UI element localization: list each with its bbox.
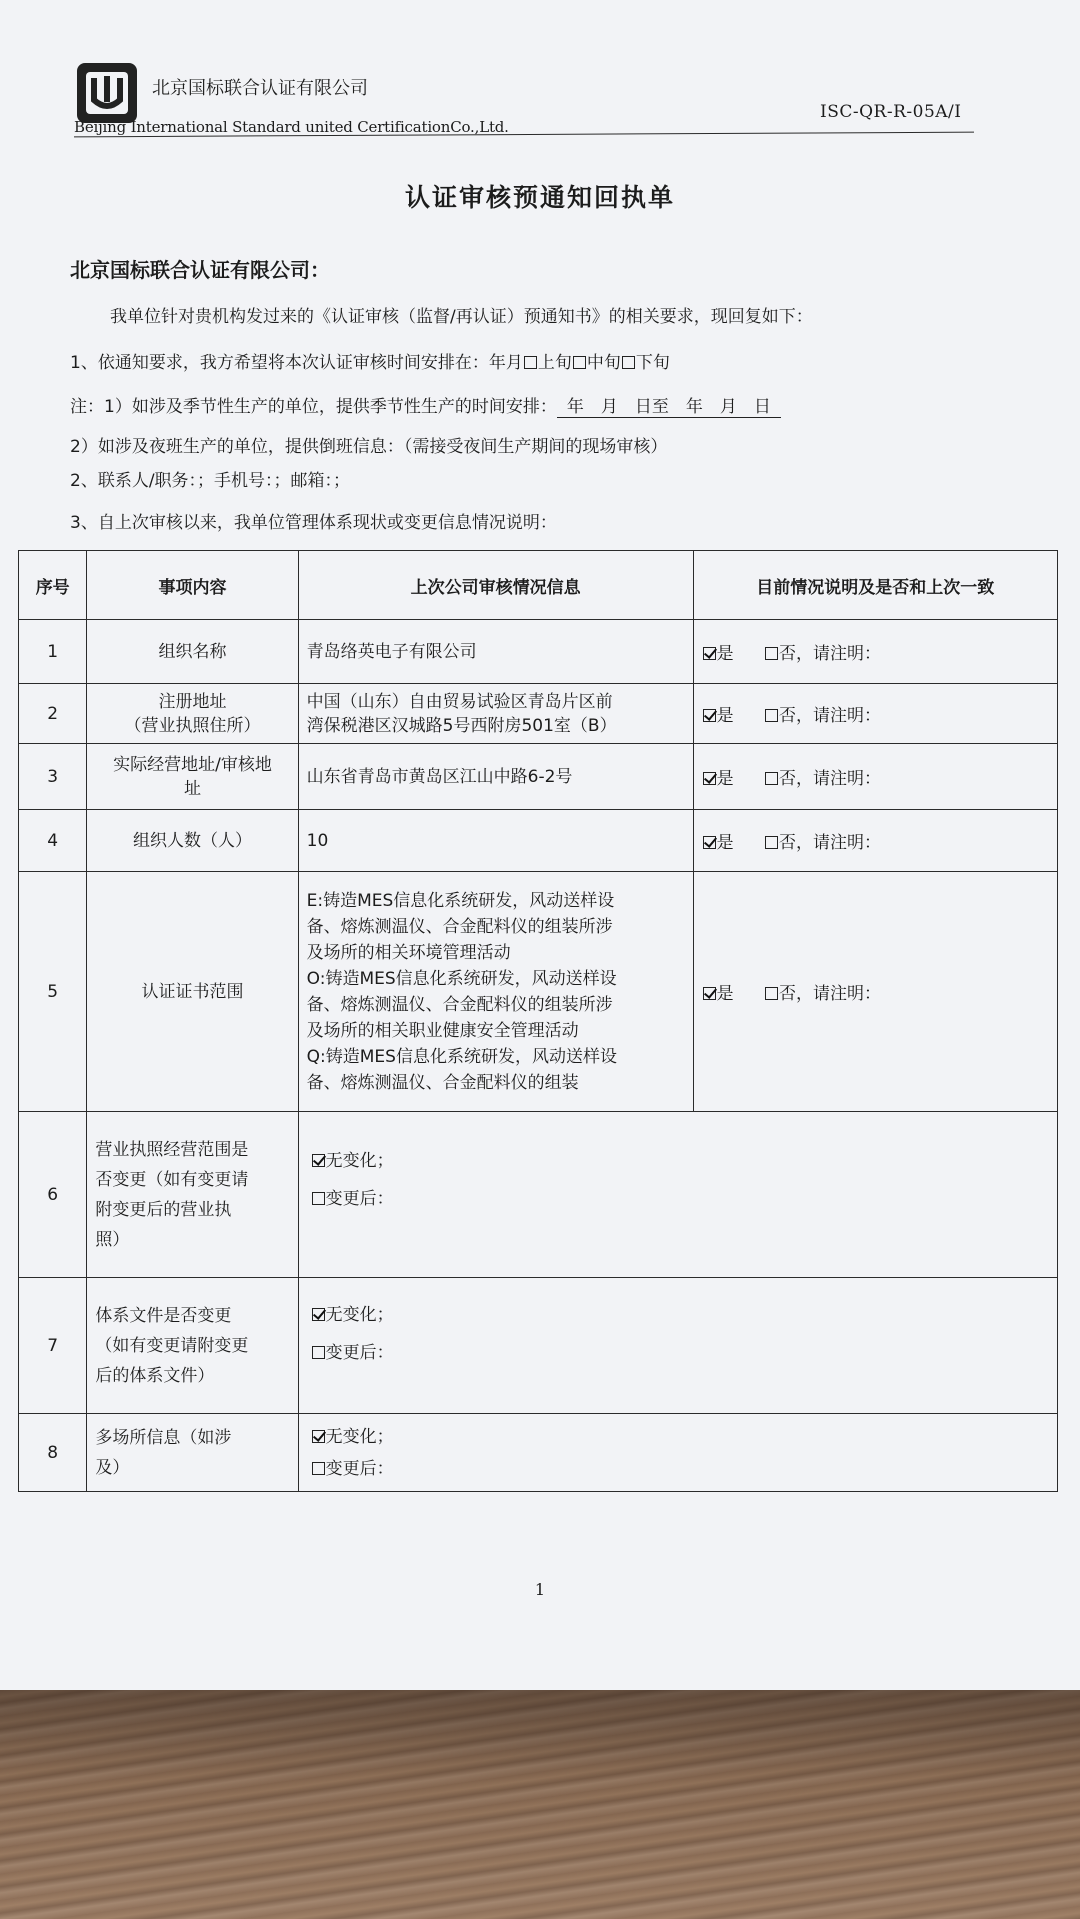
item2-contact: 2、联系人/职务：；手机号：；邮箱：；	[70, 471, 351, 491]
row-change-status	[298, 1112, 1057, 1278]
yes-checkbox[interactable]	[703, 987, 716, 1000]
table-header-row	[19, 551, 1058, 620]
row-number: 7	[19, 1278, 87, 1414]
changed-checkbox[interactable]	[312, 1462, 325, 1475]
row-item: 组织名称	[87, 620, 298, 684]
row-item-line: 实际经营地址/审核地	[113, 754, 272, 775]
no-label: 否，请注明：	[779, 833, 882, 853]
row-item-line: 及）	[95, 1457, 130, 1478]
row-current-status	[693, 620, 1057, 684]
row-previous-info	[298, 872, 693, 1112]
changed-label: 变更后：	[325, 1458, 394, 1479]
desk-shadow	[0, 1690, 1080, 1919]
item1-schedule	[70, 348, 670, 373]
mid-month-checkbox[interactable]	[573, 356, 586, 369]
yes-label: 是	[716, 706, 734, 726]
item3-change-info: 3、自上次审核以来，我单位管理体系现状或变更信息情况说明：	[70, 513, 557, 533]
scope-line: Q:铸造MES信息化系统研发，风动送样设	[306, 1046, 617, 1067]
row-item	[87, 684, 298, 744]
row-item	[87, 1112, 298, 1278]
row-previous-info	[298, 684, 693, 744]
company-name-cn: 北京国标联合认证有限公司	[152, 78, 368, 99]
header-number: 序号	[19, 551, 87, 620]
scope-line: 及场所的相关环境管理活动	[306, 942, 511, 963]
mid-month-label: 中旬	[586, 353, 621, 373]
yes-checkbox[interactable]	[703, 836, 716, 849]
row-item	[87, 744, 298, 810]
row-item-line: 照）	[95, 1229, 130, 1250]
table-row	[19, 684, 1058, 744]
addressee: 北京国标联合认证有限公司：	[70, 258, 330, 282]
row-number: 8	[19, 1414, 87, 1492]
no-checkbox[interactable]	[765, 709, 778, 722]
late-month-checkbox[interactable]	[622, 356, 635, 369]
header-current-status: 目前情况说明及是否和上次一致	[693, 551, 1057, 620]
row-number: 5	[19, 872, 87, 1112]
seasonal-dates-field[interactable]: 年 月 日至 年 月 日	[557, 397, 781, 418]
no-change-checkbox[interactable]	[312, 1430, 325, 1443]
row-current-status	[693, 684, 1057, 744]
scope-line: 备、熔炼测温仪、合金配料仪的组装所涉	[306, 916, 613, 937]
row-previous-line: 湾保税港区汉城路5号西附房501室（B）	[306, 715, 617, 736]
row-item-line: 体系文件是否变更	[95, 1305, 232, 1326]
no-change-checkbox[interactable]	[312, 1308, 325, 1321]
row-item-line: 址	[184, 778, 201, 799]
change-info-table	[18, 550, 1058, 1492]
row-item-line: 后的体系文件）	[95, 1365, 215, 1386]
no-label: 否，请注明：	[779, 706, 882, 726]
no-change-label: 无变化；	[325, 1151, 394, 1171]
note1-prefix: 注：1）如涉及季节性生产的单位，提供季节性生产的时间安排：	[70, 397, 557, 417]
document-code: ISC-QR-R-05A/I	[820, 102, 962, 122]
row-number: 4	[19, 810, 87, 872]
row-previous-line: 中国（山东）自由贸易试验区青岛片区前	[306, 691, 613, 712]
row-item: 组织人数（人）	[87, 810, 298, 872]
table-row	[19, 810, 1058, 872]
no-label: 否，请注明：	[779, 984, 882, 1004]
header-item: 事项内容	[87, 551, 298, 620]
header-previous-info: 上次公司审核情况信息	[298, 551, 693, 620]
scope-line: 备、熔炼测温仪、合金配料仪的组装所涉	[306, 994, 613, 1015]
scope-line: 及场所的相关职业健康安全管理活动	[306, 1020, 579, 1041]
row-number: 2	[19, 684, 87, 744]
yes-checkbox[interactable]	[703, 647, 716, 660]
yes-label: 是	[716, 644, 734, 664]
row-item-line: 多场所信息（如涉	[95, 1427, 232, 1448]
row-previous-info: 青岛络英电子有限公司	[298, 620, 693, 684]
row-change-status	[298, 1278, 1057, 1414]
table-row	[19, 620, 1058, 684]
changed-label: 变更后：	[325, 1189, 394, 1209]
changed-label: 变更后：	[325, 1343, 394, 1363]
row-item	[87, 1278, 298, 1414]
scope-line: O:铸造MES信息化系统研发，风动送样设	[306, 968, 617, 989]
table-row	[19, 744, 1058, 810]
yes-label: 是	[716, 833, 734, 853]
no-label: 否，请注明：	[779, 769, 882, 789]
note1-seasonal	[70, 392, 781, 417]
late-month-label: 下旬	[635, 353, 670, 373]
yes-label: 是	[716, 984, 734, 1004]
row-item: 认证证书范围	[87, 872, 298, 1112]
page-number: 1	[534, 1580, 546, 1599]
row-item-line: 否变更（如有变更请	[95, 1169, 249, 1190]
changed-checkbox[interactable]	[312, 1192, 325, 1205]
row-number: 3	[19, 744, 87, 810]
yes-checkbox[interactable]	[703, 772, 716, 785]
row-item-line: （如有变更请附变更	[95, 1335, 249, 1356]
no-checkbox[interactable]	[765, 836, 778, 849]
no-checkbox[interactable]	[765, 987, 778, 1000]
scope-line: 备、熔炼测温仪、合金配料仪的组装	[306, 1072, 579, 1093]
no-checkbox[interactable]	[765, 647, 778, 660]
row-change-status	[298, 1414, 1057, 1492]
row-item-line: （营业执照住所）	[124, 715, 261, 736]
early-month-label: 上旬	[537, 353, 572, 373]
table-row	[19, 1112, 1058, 1278]
row-previous-info: 山东省青岛市黄岛区江山中路6-2号	[298, 744, 693, 810]
page-title: 认证审核预通知回执单	[404, 183, 675, 212]
no-change-checkbox[interactable]	[312, 1154, 325, 1167]
row-current-status	[693, 744, 1057, 810]
changed-checkbox[interactable]	[312, 1346, 325, 1359]
row-current-status	[693, 872, 1057, 1112]
row-number: 1	[19, 620, 87, 684]
early-month-checkbox[interactable]	[524, 356, 537, 369]
no-checkbox[interactable]	[765, 772, 778, 785]
row-previous-info: 10	[298, 810, 693, 872]
yes-checkbox[interactable]	[703, 709, 716, 722]
no-change-label: 无变化；	[325, 1426, 394, 1447]
row-current-status	[693, 810, 1057, 872]
isc-logo-icon	[74, 60, 140, 126]
row-item-line: 营业执照经营范围是	[95, 1139, 249, 1160]
table-row	[19, 1414, 1058, 1492]
table-row	[19, 1278, 1058, 1414]
no-label: 否，请注明：	[779, 644, 882, 664]
scope-line: E:铸造MES信息化系统研发，风动送样设	[306, 890, 615, 911]
row-item-line: 注册地址	[158, 691, 227, 712]
row-item-line: 附变更后的营业执	[95, 1199, 232, 1220]
note2-night-shift: 2）如涉及夜班生产的单位，提供倒班信息：（需接受夜间生产期间的现场审核）	[70, 437, 668, 457]
row-item	[87, 1414, 298, 1492]
no-change-label: 无变化；	[325, 1305, 394, 1325]
row-number: 6	[19, 1112, 87, 1278]
intro-text: 我单位针对贵机构发过来的《认证审核（监督/再认证）预通知书》的相关要求，现回复如下：	[110, 307, 813, 327]
item1-prefix: 1、依通知要求，我方希望将本次认证审核时间安排在：年月	[70, 353, 523, 373]
table-row	[19, 872, 1058, 1112]
yes-label: 是	[716, 769, 734, 789]
company-name-en: Beijing International Standard united CertificationCo.,Ltd.	[74, 118, 509, 136]
